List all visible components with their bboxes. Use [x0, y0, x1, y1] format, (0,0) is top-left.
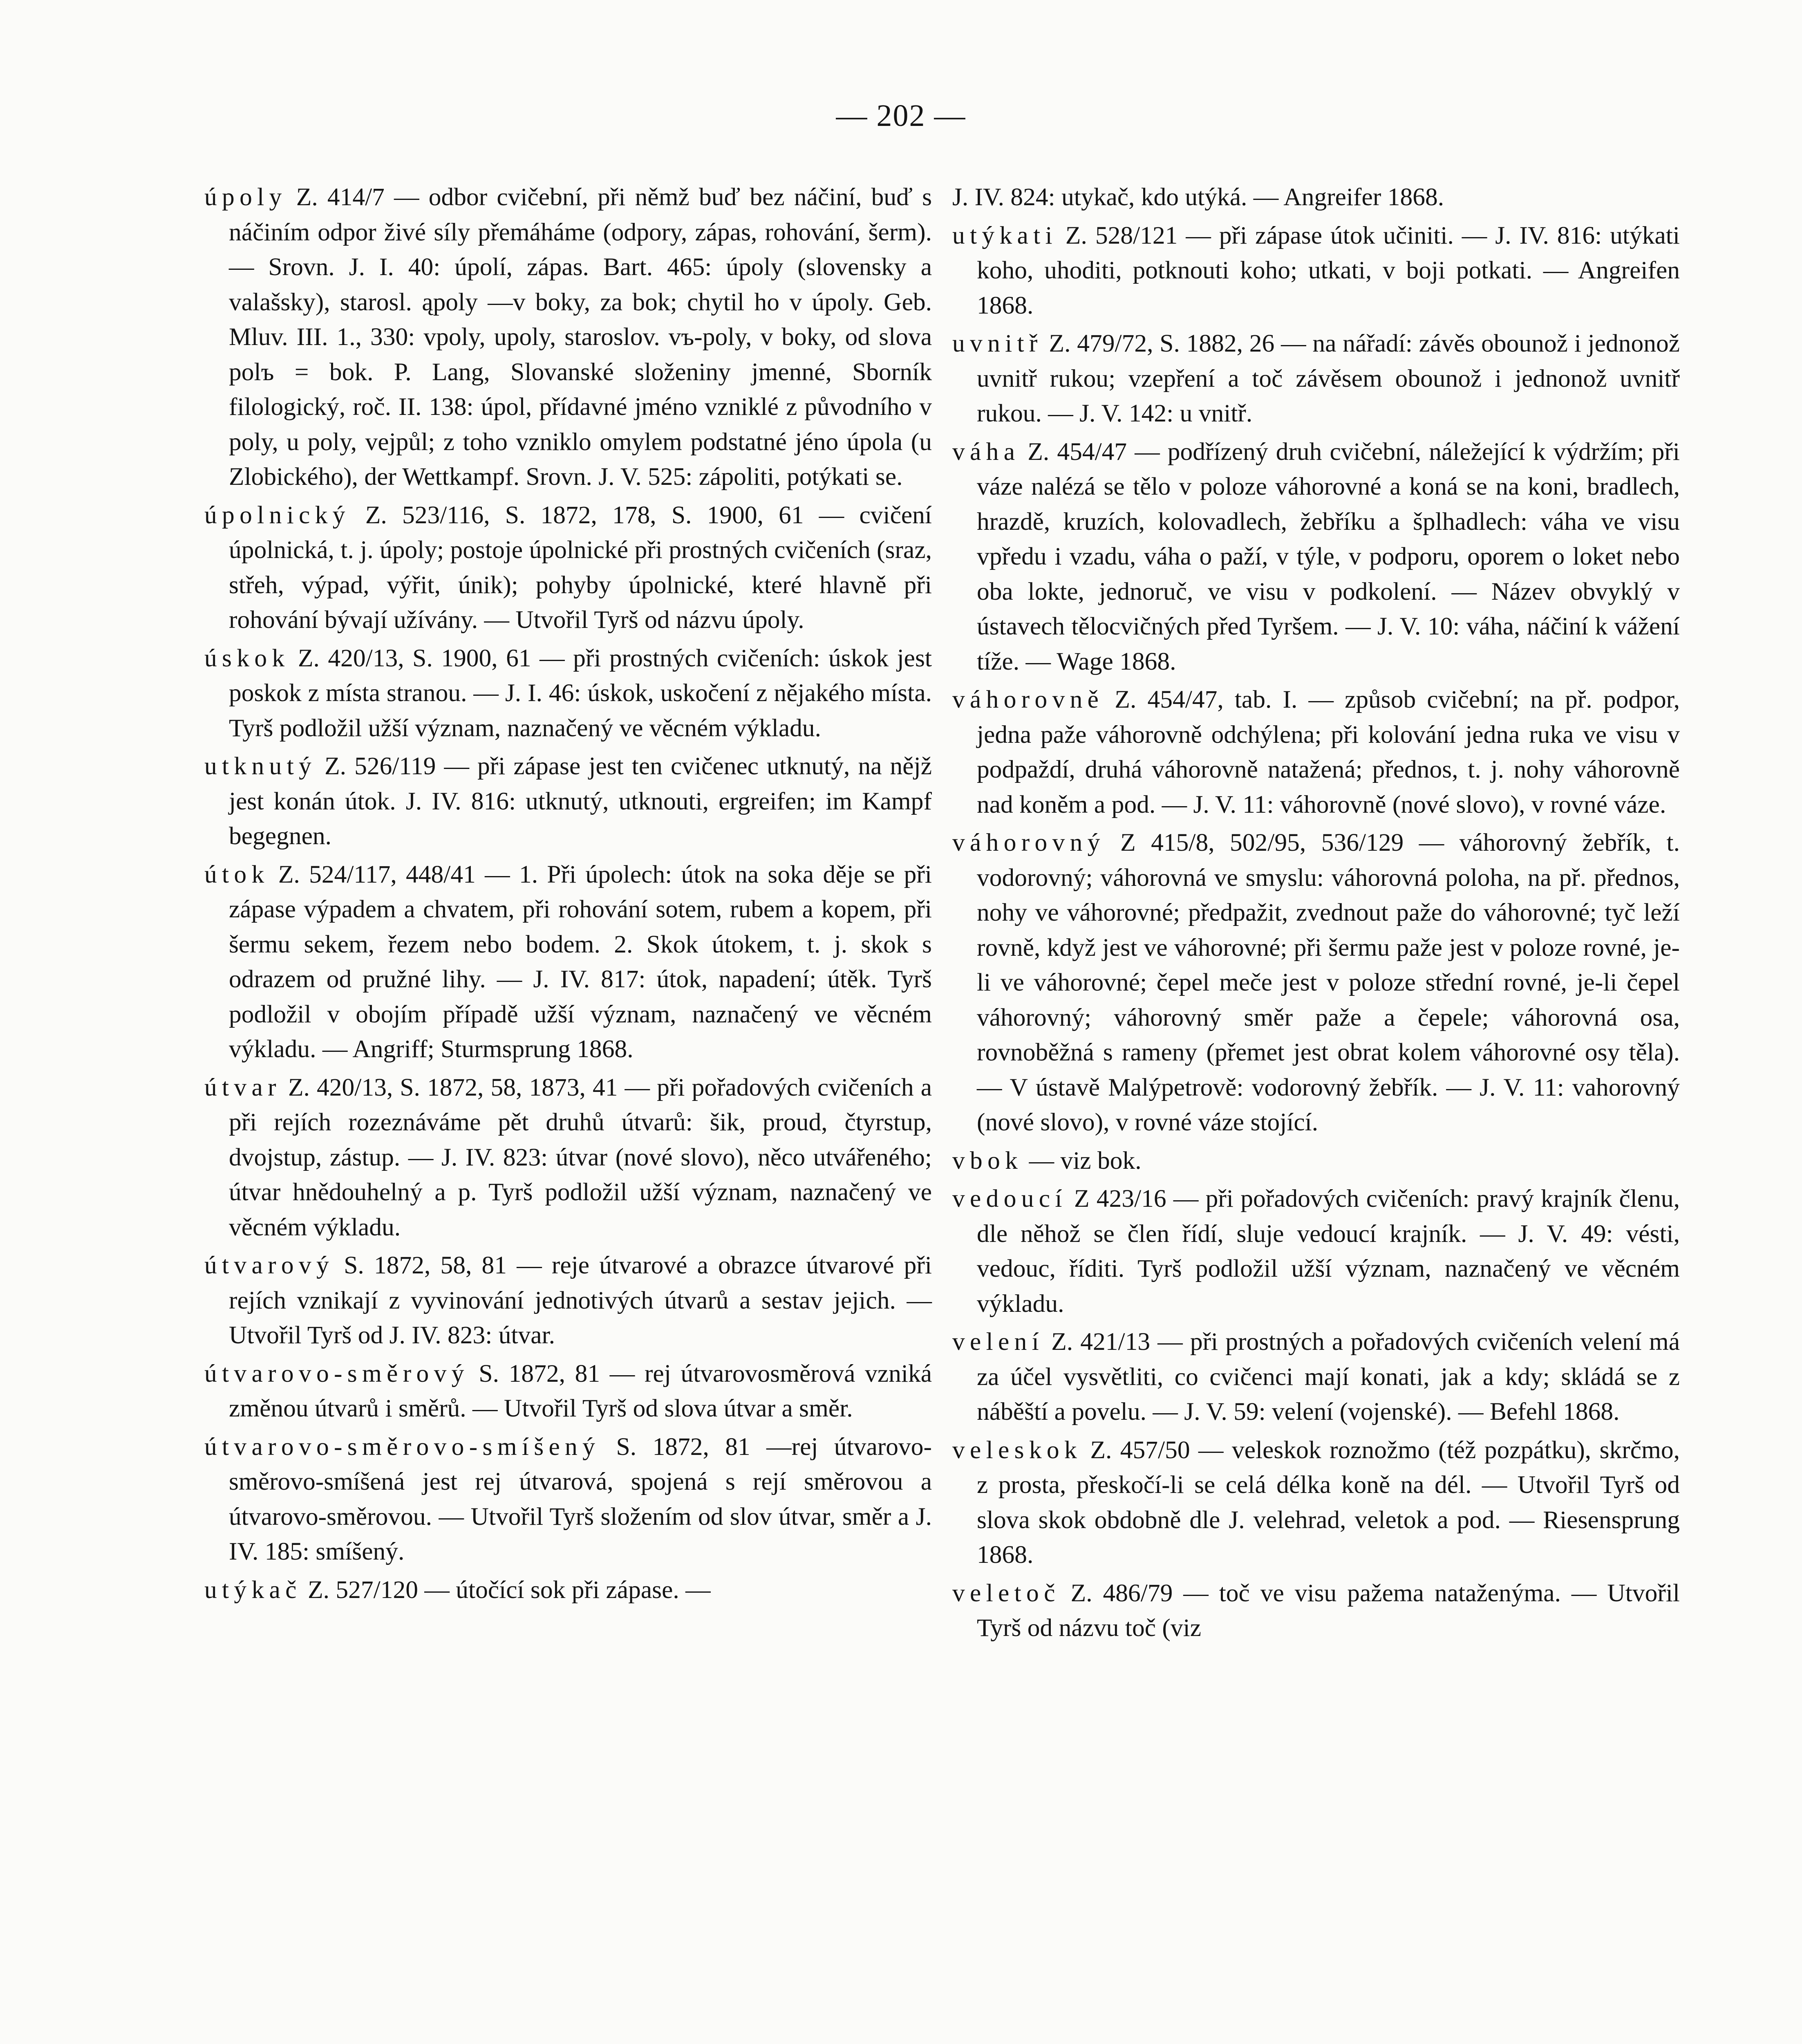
entry-text: Z. 486/79 — toč ve visu pažema nataženýma. — Utvořil Tyrš od názvu toč (viz	[977, 1579, 1680, 1642]
dictionary-entry	[952, 218, 1680, 323]
dictionary-entry	[952, 1576, 1680, 1646]
entry-text: S. 1872, 81 — rej útvarovosměrová vzniká změnou útvarů i směrů. — Utvořil Tyrš od slova útvar a směr.	[229, 1359, 932, 1422]
entry-headword: útvarový	[204, 1251, 334, 1279]
entry-headword: utýkač	[204, 1576, 302, 1604]
entry-headword: vedoucí	[952, 1185, 1067, 1213]
entry-headword: utknutý	[204, 752, 317, 780]
entry-text: Z. 414/7 — odbor cvičební, při němž buď bez náčiní, buď s náčiním odpor živé síly přemáháme (odpory, zápas, rohování, šerm). — Srovn. J. I. 40: úpolí, zápas. Bart. 465: úpoly (slovensky a valašsky), starosl. ąpoly —v boky, za bok; chytil ho v úpoly. Geb. Mluv. III. 1., 330: vpoly, upoly, staroslov. vъ-poly, v boky, od slova polъ = bok. P. Lang, Slovanské složeniny jmenné, Sborník filologický, roč. II. 138: úpol, přídavné jméno vzniklé z původního v poly, u poly, vejpůl; z toho vzniklo omylem podstatné jéno úpola (u Zlobického), der Wettkampf. Srovn. J. V. 525: zápoliti, potýkati se.	[229, 183, 932, 491]
entry-headword: utýkati	[952, 221, 1057, 249]
entry-text: Z. 454/47, tab. I. — způsob cvičební; na př. podpor, jedna paže váhorovně odchýlena; při kolování jedna ruka ve visu v podpaždí, druhá váhorovně natažená; přednos, t. j. nohy váhorovně nad koněm a pod. — J. V. 11: váhorovně (nové slovo), v rovné váze.	[977, 686, 1680, 818]
dictionary-entry	[952, 435, 1680, 679]
entry-text: Z. 420/13, S. 1872, 58, 1873, 41 — při pořadových cvičeních a při rejích rozeznáváme pět druhů útvarů: šik, proud, čtyrstup, dvojstup, zástup. — J. IV. 823: útvar (nové slovo), něco utvářeného; útvar hnědouhelný a p. Tyrš podložil užší význam, naznačený ve věcném výkladu.	[229, 1073, 932, 1241]
entry-text: Z. 528/121 — při zápase útok učiniti. — J. IV. 816: utýkati koho, uhoditi, potknouti koho; utkati, v boji potkati. — Angreifen 1868.	[977, 221, 1680, 319]
dictionary-entry	[204, 1430, 932, 1569]
entry-headword: úpoly	[204, 183, 287, 211]
entry-headword: uvnitř	[952, 329, 1043, 357]
entry-headword: úpolnický	[204, 501, 350, 529]
page-number: — 202 —	[836, 99, 966, 133]
entry-text: Z. 523/116, S. 1872, 178, S. 1900, 61 — cvičení úpolnická, t. j. úpoly; postoje úpolnické při prostných cvičeních (sraz, střeh, výpad, výřit, únik); pohyby úpolnické, které hlavně při rohování bývají užívány. — Utvořil Tyrš od názvu úpoly.	[229, 501, 932, 634]
entry-text: Z. 524/117, 448/41 — 1. Při úpolech: útok na soka děje se při zápase výpadem a chvatem, při rohování sotem, rubem a kopem, při šermu sekem, řezem nebo bodem. 2. Skok útokem, t. j. skok s odrazem od pružné lihy. — J. IV. 817: útok, napadení; útěk. Tyrš podložil v obojím případě užší význam, naznačený ve věcném výkladu. — Angriff; Sturmsprung 1868.	[229, 860, 932, 1063]
dictionary-entry	[952, 825, 1680, 1140]
left-column	[204, 180, 932, 1611]
entry-text: J. IV. 824: utykač, kdo utýká. — Angreifer 1868.	[952, 183, 1444, 211]
dictionary-entry	[952, 1433, 1680, 1573]
dictionary-entry	[204, 498, 932, 638]
entry-headword: váhorovný	[952, 829, 1105, 856]
entry-headword: útvarovo-směrový	[204, 1359, 469, 1387]
dictionary-entry	[952, 326, 1680, 431]
entry-text: S. 1872, 58, 81 — reje útvarové a obrazce útvarové při rejích vznikají z vyvinování jednotivých útvarů a sestav jejich. — Utvořil Tyrš od J. IV. 823: útvar.	[229, 1251, 932, 1349]
entry-headword: útvarovo-směrovo-smíšený	[204, 1432, 600, 1461]
entry-headword: útok	[204, 860, 269, 888]
dictionary-entry	[952, 1181, 1680, 1321]
dictionary-entry	[952, 1143, 1680, 1179]
dictionary-entry	[204, 180, 932, 495]
entry-headword: úskok	[204, 644, 290, 672]
entry-text: Z. 479/72, S. 1882, 26 — na nářadí: závěs obounož i jednonož uvnitř rukou; vzepření a toč závěsem obounož i jednonož uvnitř rukou. — J. V. 142: u vnitř.	[977, 329, 1680, 427]
entry-headword: veletoč	[952, 1579, 1060, 1607]
dictionary-entry	[204, 1248, 932, 1353]
dictionary-entry	[204, 749, 932, 854]
entry-text: Z. 457/50 — veleskok roznožmo (též pozpátku), skrčmo, z prosta, přeskočí-li se celá délka koně na dél. — Utvořil Tyrš od slova skok obdobně dle J. velehrad, veletok a pod. — Riesensprung 1868.	[977, 1436, 1680, 1569]
entry-headword: veleskok	[952, 1436, 1082, 1464]
entry-text: S. 1872, 81 —rej útvarovo-směrovo-smíšená jest rej útvarová, spojená s rejí směrovou a útvarovo-směrovou. — Utvořil Tyrš složením od slov útvar, směr a J. IV. 185: smíšený.	[229, 1432, 932, 1565]
entry-text: Z. 454/47 — podřízený druh cvičební, náležející k výdržím; při váze nalézá se tělo v poloze váhorovné a koná se na koni, bradlech, hrazdě, kruzích, kolovadlech, žebříku a šplhadlech: váha ve visu vpředu i vzadu, váha o paží, v týle, v podporu, oporem o loket nebo oba lokte, jednoruč, ve visu v podkolení. — Název obvyklý v ústavech tělocvičných před Tyršem. — J. V. 10: váha, náčiní k vážení tíže. — Wage 1868.	[977, 437, 1680, 675]
dictionary-entry	[204, 641, 932, 746]
entry-text: Z 423/16 — při pořadových cvičeních: pravý krajník členu, dle něhož se člen řídí, sluje vedoucí krajník. — J. V. 49: vésti, vedouc, říditi. Tyrš podložil užší význam, naznačený ve věcném výkladu.	[977, 1185, 1680, 1318]
dictionary-entry	[204, 857, 932, 1067]
entry-text: Z. 526/119 — při zápase jest ten cvičenec utknutý, na nějž jest konán útok. J. IV. 816: utknutý, utknouti, ergreifen; im Kampf begegnen.	[229, 752, 932, 850]
dictionary-entry	[952, 682, 1680, 822]
entry-headword: váha	[952, 437, 1020, 466]
dictionary-entry-continued	[952, 180, 1680, 215]
entry-headword: útvar	[204, 1073, 281, 1101]
entry-text: Z. 527/120 — útočící sok při zápase. —	[308, 1576, 711, 1604]
entry-headword: váhorovně	[952, 686, 1104, 713]
entry-text: Z. 421/13 — při prostných a pořadových cvičeních velení má za účel vysvětliti, co cvičenci mají konati, jak a kdy; skládá se z náběští a povelu. — J. V. 59: velení (vojenské). — Befehl 1868.	[977, 1328, 1680, 1425]
right-column	[952, 180, 1680, 1649]
entry-headword: vbok	[952, 1146, 1023, 1174]
dictionary-entry	[952, 1325, 1680, 1430]
dictionary-entry	[204, 1356, 932, 1426]
entry-headword: velení	[952, 1328, 1044, 1356]
dictionary-entry	[204, 1070, 932, 1245]
dictionary-entry	[204, 1573, 932, 1608]
entry-text: — viz bok.	[1029, 1146, 1142, 1174]
entry-text: Z. 420/13, S. 1900, 61 — při prostných cvičeních: úskok jest poskok z místa stranou. — J. I. 46: úskok, uskočení z nějakého místa. Tyrš podložil užší význam, naznačený ve věcném výkladu.	[229, 644, 932, 742]
entry-text: Z 415/8, 502/95, 536/129 — váhorovný žebřík, t. vodorovný; váhorovná ve smyslu: váhorovná poloha, na př. přednos, nohy ve váhorovné; předpažit, zvednout paže do váhorovné; tyč leží rovně, když jest ve váhorovné; při šermu paže jest v poloze rovné, je-li ve váhorovné; čepel meče jest v poloze střední rovné, je-li čepel váhorovný; váhorovný směr paže a čepele; váhorovná osa, rovnoběžná s rameny (přemet jest obrat kolem váhorovné osy těla). — V ústavě Malýpetrově: vodorovný žebřík. — J. V. 11: vahorovný (nové slovo), v rovné váze stojící.	[977, 829, 1680, 1136]
